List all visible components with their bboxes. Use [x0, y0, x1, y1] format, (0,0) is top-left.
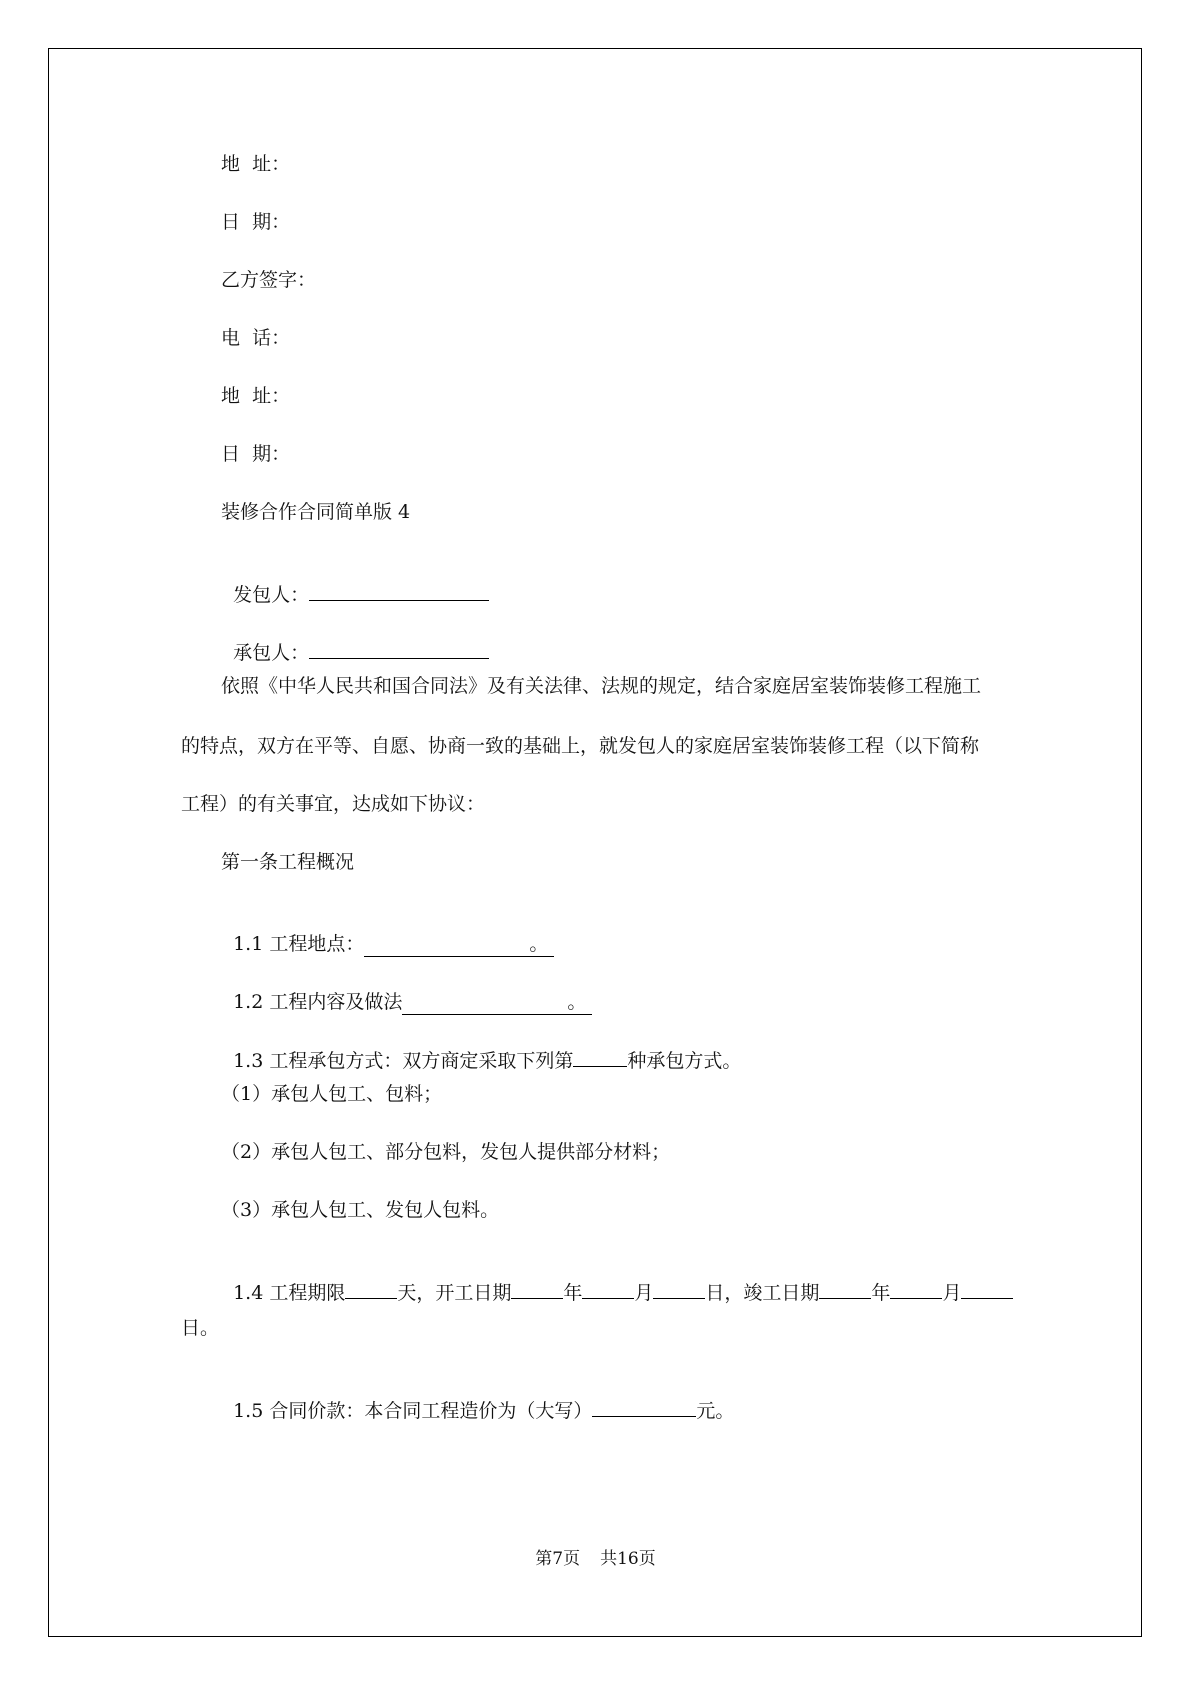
intro-paragraph-line-3: 工程）的有关事宜，达成如下协议：	[181, 793, 486, 815]
duration-blank	[345, 1280, 397, 1299]
clause-1-1	[221, 908, 554, 957]
contract-price-blank	[592, 1398, 696, 1417]
contractor-blank	[309, 640, 489, 659]
option-1: （1）承包人包工、包料；	[221, 1083, 443, 1105]
employer-blank	[309, 582, 489, 601]
start-day-blank	[653, 1280, 705, 1299]
end-month-blank	[890, 1280, 942, 1299]
clause-1-1-blank: 。	[364, 932, 554, 957]
address-line-2: 地 址：	[221, 385, 291, 407]
clause-1-4-continued: 日。	[181, 1317, 220, 1339]
start-month-blank	[582, 1280, 634, 1299]
date-line-2: 日 期：	[221, 443, 291, 465]
intro-paragraph-line-1: 依照《中华人民共和国合同法》及有关法律、法规的规定，结合家庭居室装饰装修工程施工	[221, 675, 982, 697]
clause-1-2-label: 1.2 工程内容及做法	[233, 991, 403, 1013]
contractor-label: 承包人：	[233, 642, 310, 664]
page-footer	[0, 1544, 1191, 1569]
address-line-1: 地 址：	[221, 153, 291, 175]
end-day-blank	[961, 1280, 1013, 1299]
start-year-blank	[511, 1280, 563, 1299]
clause-1-2-blank: 。	[402, 990, 592, 1015]
clause-1-2	[221, 966, 592, 1015]
phone-line: 电 话：	[221, 327, 291, 349]
clause-1-4: 1.4 工程期限 天，开工日期 年 月 日，竣工日期 年 月	[221, 1256, 1013, 1305]
intro-paragraph-line-2: 的特点，双方在平等、自愿、协商一致的基础上，就发包人的家庭居室装饰装修工程（以下简称	[181, 735, 980, 757]
employer-label: 发包人：	[233, 584, 310, 606]
page-number: 第7页	[535, 1549, 581, 1569]
clause-1-3: 1.3 工程承包方式：双方商定采取下列第 种承包方式。	[233, 1050, 742, 1072]
option-2: （2）承包人包工、部分包料，发包人提供部分材料；	[221, 1141, 671, 1163]
employer-line	[221, 558, 489, 607]
section-title: 装修合作合同简单版 4	[221, 501, 411, 523]
page-total: 共16页	[600, 1549, 656, 1569]
article-1-title: 第一条工程概况	[221, 851, 355, 873]
party-b-signature-line: 乙方签字：	[221, 269, 317, 291]
clause-1-3-blank	[573, 1048, 627, 1067]
date-line-1: 日 期：	[221, 211, 291, 233]
option-3: （3）承包人包工、发包人包料。	[221, 1199, 500, 1221]
end-year-blank	[819, 1280, 871, 1299]
clause-1-5: 1.5 合同价款：本合同工程造价为（大写） 元。	[233, 1400, 735, 1422]
contractor-line	[221, 616, 489, 665]
clause-1-1-label: 1.1 工程地点：	[233, 933, 365, 955]
